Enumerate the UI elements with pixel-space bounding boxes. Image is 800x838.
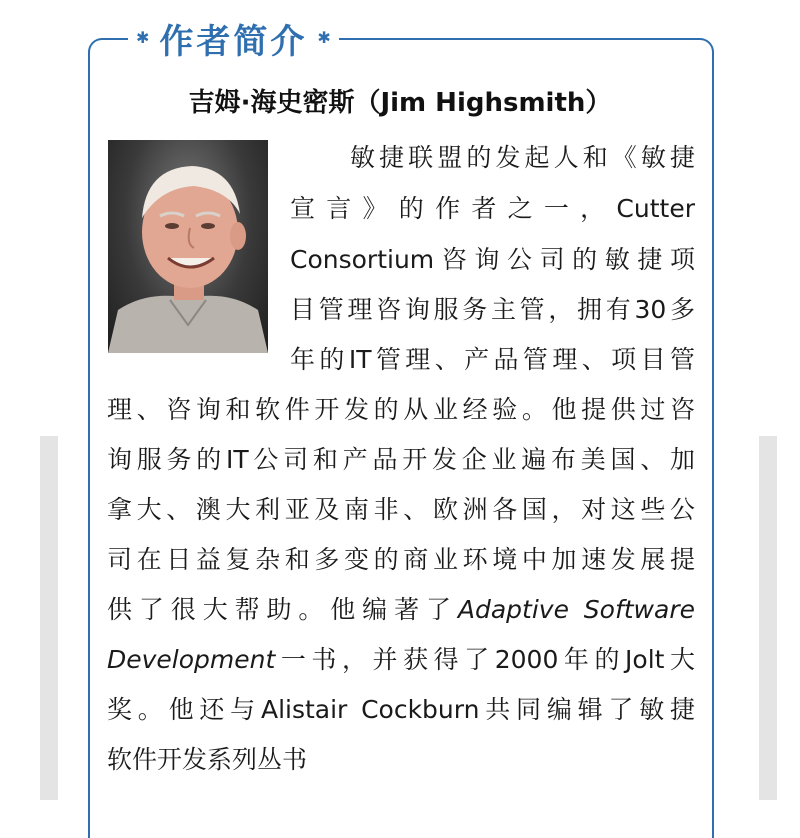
bio-text: 一书，并获得了2000年的Jolt大 (275, 645, 695, 674)
bio-line: 司在日益复杂和多变的商业环境中加速发展提 (107, 545, 695, 574)
bio-line: 软件开发系列丛书 (107, 745, 308, 774)
book-title-part1: Adaptive Software (457, 595, 695, 624)
bio-text: 供了很大帮助。他编著了 (107, 595, 458, 624)
book-title-part2: Development (107, 645, 276, 674)
bio-line (107, 643, 695, 677)
author-name: 吉姆·海史密斯（Jim Highsmith） (188, 88, 612, 118)
section-title: 作者简介 (159, 21, 308, 62)
bio-line: 奖。他还与Alistair Cockburn共同编辑了敏捷 (107, 695, 695, 724)
asterisk-ornament-right-icon: ✱ (317, 28, 331, 47)
bio-line: 目管理咨询服务主管，拥有30多 (290, 295, 695, 324)
bio-line: 敏捷联盟的发起人和《敏捷 (350, 143, 695, 172)
bio-line: 年的IT管理、产品管理、项目管 (290, 345, 695, 374)
bio-line: 宣言》的作者之一，Cutter (290, 194, 695, 223)
bio-line: 拿大、澳大利亚及南非、欧洲各国，对这些公 (107, 495, 695, 524)
asterisk-ornament-left-icon: ✱ (136, 28, 150, 47)
bio-line: Consortium咨询公司的敏捷项 (290, 245, 695, 274)
bio-line: 询服务的IT公司和产品开发企业遍布美国、加 (107, 445, 695, 474)
bio-line: 理、咨询和软件开发的从业经验。他提供过咨 (107, 395, 695, 424)
bio-line (107, 593, 695, 627)
